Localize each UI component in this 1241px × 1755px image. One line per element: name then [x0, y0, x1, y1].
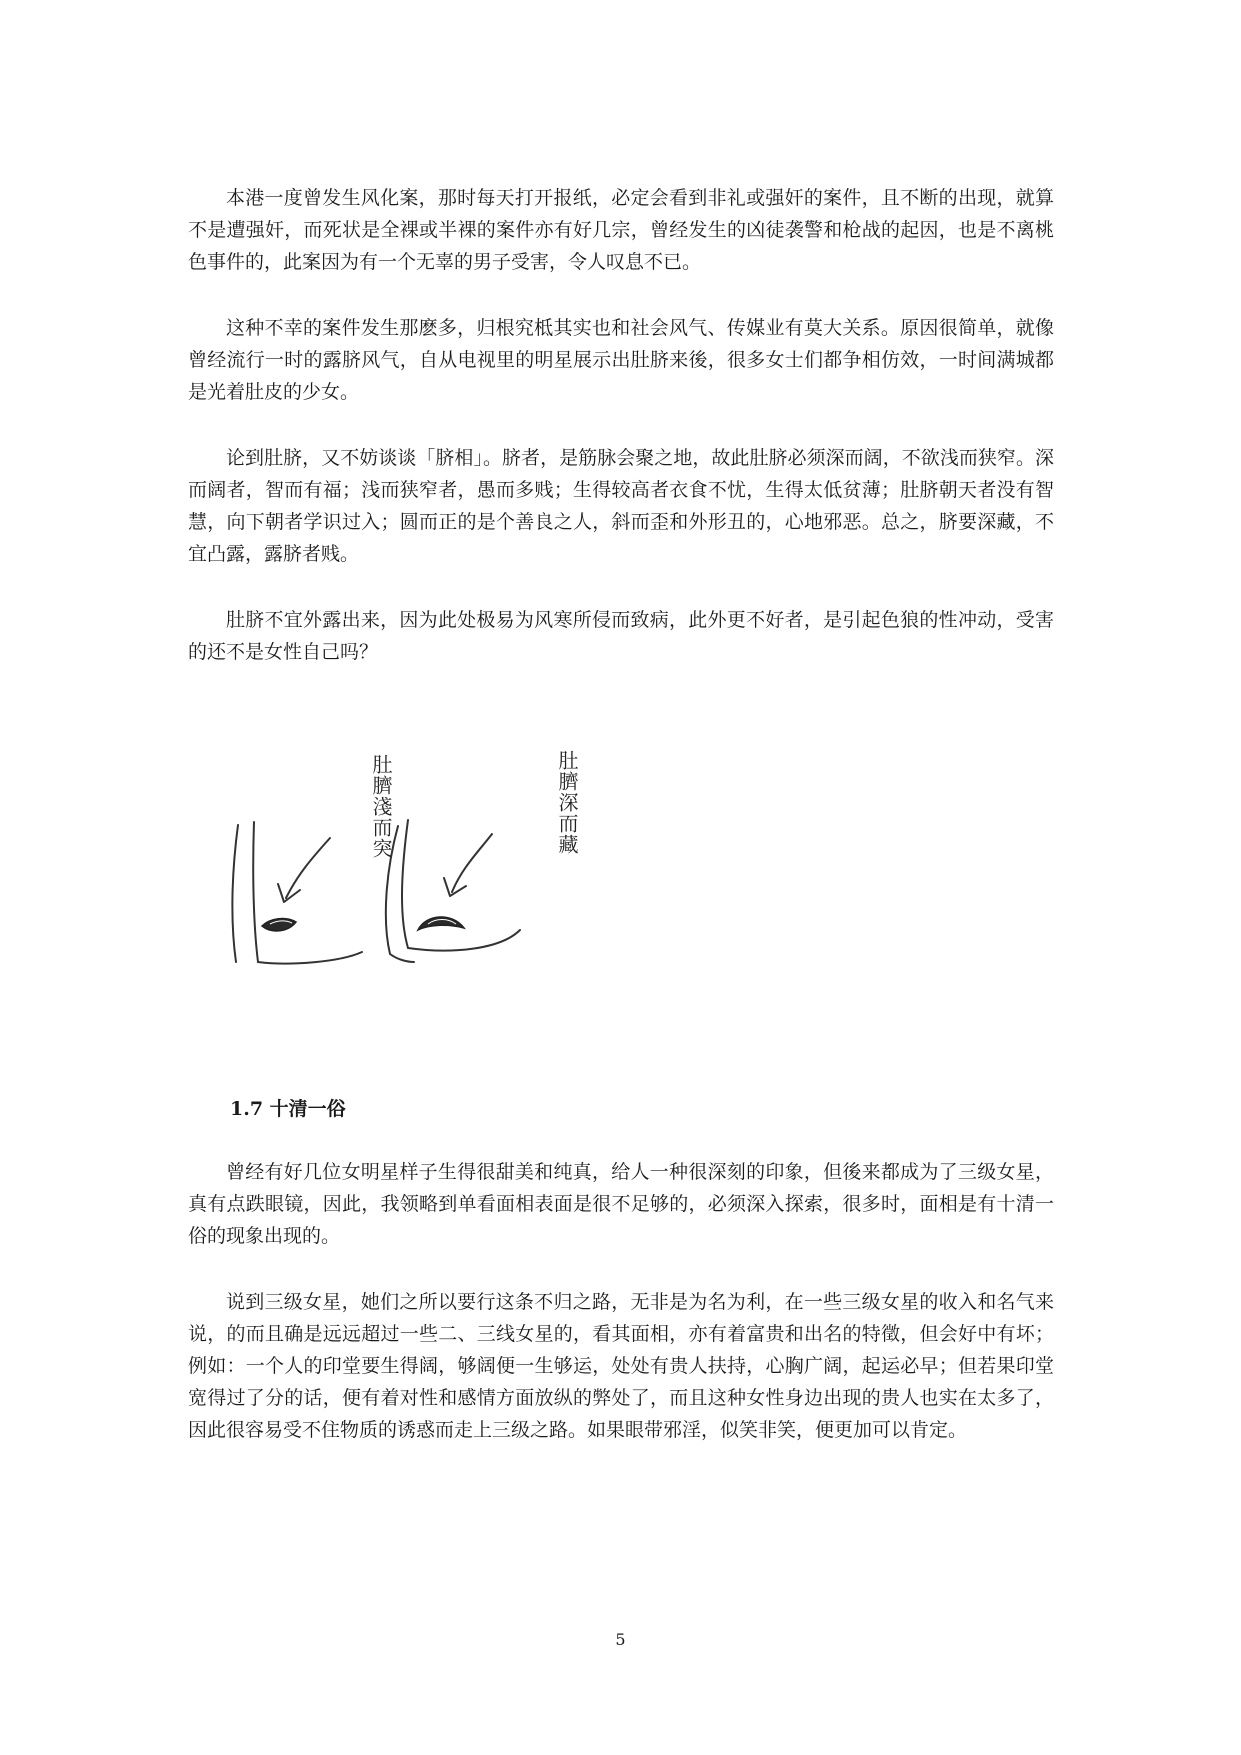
paragraph-5: 曾经有好几位女明星样子生得很甜美和纯真，给人一种很深刻的印象，但後来都成为了三级女星，真有点跌眼镜，因此，我领略到单看面相表面是很不足够的，必须深入探索，很多时，面相是有十清一俗的现象出现的。 [188, 1161, 1054, 1247]
section-heading: 1.7 十清一俗 [230, 1098, 346, 1120]
paragraph-2: 这种不幸的案件发生那麽多，归根究柢其实也和社会风气、传媒业有莫大关系。原因很简单，就像曾经流行一时的露脐风气，自从电视里的明星展示出肚脐来後，很多女士们都争相仿效，一时间满城都是光着肚皮的少女。 [188, 317, 1054, 403]
page-number: 5 [615, 1630, 626, 1649]
label-shallow-navel: 肚臍淺而突 [369, 754, 393, 859]
paragraph-1: 本港一度曾发生风化案，那时每天打开报纸，必定会看到非礼或强奸的案件，且不断的出现，就算不是遭强奸，而死状是全裸或半裸的案件亦有好几宗，曾经发生的凶徒袭警和枪战的起因，也是不离桃色事件的，此案因为有一个无辜的男子受害，令人叹息不已。 [188, 187, 1054, 273]
paragraph-3: 论到肚脐，又不妨谈谈「脐相」。脐者，是筋脉会聚之地，故此肚脐必须深而阔，不欲浅而狭窄。深而阔者，智而有福；浅而狭窄者，愚而多贱；生得较高者衣食不忧，生得太低贫薄；肚脐朝天者没有智慧，向下朝者学识过入；圆而正的是个善良之人，斜而歪和外形丑的，心地邪恶。总之，脐要深藏，不宜凸露，露脐者贱。 [188, 447, 1054, 565]
label-deep-navel: 肚臍深而藏 [555, 750, 579, 855]
paragraph-4: 肚脐不宜外露出来，因为此处极易为风寒所侵而致病，此外更不好者，是引起色狼的性冲动，受害的还不是女性自己吗？ [188, 609, 1054, 663]
navel-illustration [230, 740, 600, 980]
paragraph-6: 说到三级女星，她们之所以要行这条不归之路，无非是为名为利，在一些三级女星的收入和名气来说，的而且确是远远超过一些二、三线女星的，看其面相，亦有着富贵和出名的特徵，但会好中有坏；例如：一个人的印堂要生得阔，够阔便一生够运，处处有贵人扶持，心胸广阔，起运必早；但若果印堂宽得过了分的话，便有着对性和感情方面放纵的弊处了，而且这种女性身边出现的贵人也实在太多了，因此很容易受不住物质的诱惑而走上三级之路。如果眼带邪淫，似笑非笑，便更加可以肯定。 [188, 1291, 1054, 1441]
navel-drawing [230, 740, 600, 980]
